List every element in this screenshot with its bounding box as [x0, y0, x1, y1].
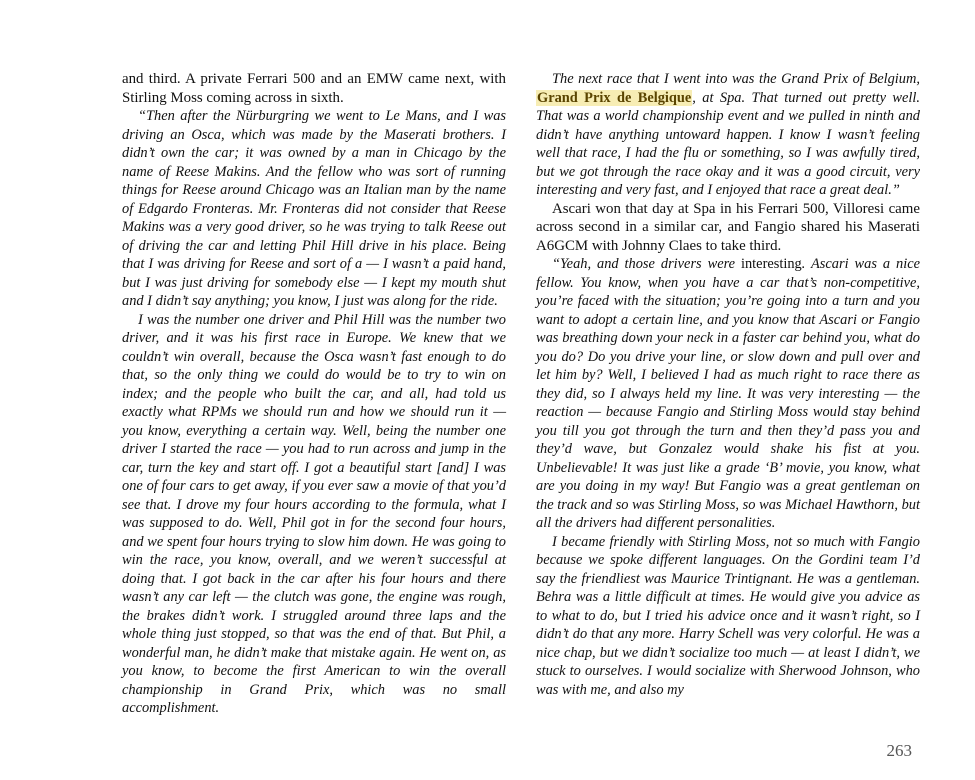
paragraph-friendships: I became friendly with Stirling Moss, not so much with Fangio because we spoke different languages. On the Gordini team I’d say the friendliest was Maurice Trintignant. He was a gentleman. Behra was a little difficult at times. He would give you advice as to what to do, but I tried his advice once and it wasn’t right, so I didn’t do that any more. Harry Schell was very colorful. He was a nice chap, but we didn’t socialize too much — at least I didn’t, we stuck to ourselves. I would socialize with Sherwood Johnson, who was with me, and also my: [536, 533, 920, 698]
text-segment: , at Spa. That turned out pretty well. That was a world championship event and we pulled in ninth and didn’t have anything untoward happen. I know I wasn’t feeling well that race, I had the flu or something, so I was awfully tired, but we got through the race okay and it was a good circuit, very interesting and very fast, and I enjoyed that race a great deal.”: [536, 89, 920, 198]
text-segment: “Yeah, and those drivers were: [552, 256, 741, 272]
emphasized-word: interesting: [740, 256, 802, 272]
paragraph-le-mans-race: I was the number one driver and Phil Hill was the number two driver, and it was his first race in Europe. We knew that we couldn’t win overall, because the Osca wasn’t fast enough to do that, so the only thing we could do would be to try to win on index; and the people who built the car, and all, had told us exactly what RPMs we should run and how we should run it — you know, everything a certain way. Well, being the number one driver I started the race — you had to run across and jump in the car, turn the key and start off. I got a beautiful start [and] I was one of four cars to get away, if you ever saw a movie of that you’d see that. I drove my four hours according to the formula, what I was supposed to do. Well, Phil got in for the second four hours, and we spent four hours trying to slow him down. He was going to win the race, you know, overall, and we weren’t successful at doing that. I got back in the car after his four hours and there wasn’t any car left — the clutch was gone, the engine was rough, the brakes didn’t work. I struggled around three laps and the whole thing just stopped, so that was the end of that. But Phil, a wonderful man, he didn’t make that mistake again. He went on, as you know, to become the first American to win the overall championship in Grand Prix, which was no small accomplishment.: [122, 311, 506, 716]
right-column: [536, 70, 920, 699]
paragraph-drivers: [536, 255, 920, 533]
highlighted-term: Grand Prix de Belgique: [537, 89, 692, 106]
left-column: [122, 70, 506, 718]
paragraph-race-results: and third. A private Ferrari 500 and an EMW came next, with Stirling Moss coming across in sixth.: [122, 71, 506, 106]
text-segment: The next race that I went into was the Grand Prix of Belgium,: [552, 71, 920, 87]
text-segment: . Ascari was a nice fellow. You know, when you have a car that’s non-competitive, you’re faced with the situation; you’re going into a turn and you want to adopt a certain line, and you know that Ascari or Fangio was breathing down your neck in a faster car behind you, what do you do? Do you drive your line, or slow down and pull over and let him by? Well, I believed I had as much right to race there as they did, so I always held my line. It was very interesting — the reaction — because Fangio and Stirling Moss would stay behind you till you got through the turn and then they’d pass you and they’d wave, but Gonzalez would shake his fist at you. Unbelievable! It was just like a grade ‘B’ movie, you know, what are you doing in my way! But Fangio was a great gentleman on the track and so was Stirling Moss, so was Michael Hawthorn, but all the drivers had different personalities.: [536, 256, 921, 531]
paragraph-spa-results: Ascari won that day at Spa in his Ferrari 500, Villoresi came across second in a similar car, and Fangio shared his Maserati A6GCM with Johnny Claes to take third.: [536, 200, 920, 254]
paragraph-belgian-grand-prix: [536, 70, 920, 200]
page-number: 263: [886, 741, 912, 760]
paragraph-le-mans-osca: “Then after the Nürburgring we went to Le Mans, and I was driving an Osca, which was made by the Maserati brothers. I didn’t own the car; it was owned by a man in Chicago by the name of Reese Makins. And the fellow who was sort of running things for Reese around Chicago was an Italian man by the name of Edgardo Fronteras. Mr. Fronteras did not consider that Reese Makins was a very good driver, so he was trying to talk Reese out of driving the car and letting Phil Hill drive in his place. Being that I was driving for Reese and sort of a — I wasn’t a paid hand, but I was just driving for somebody else — I kept my mouth shut and I didn’t say anything; you know, I just was along for the ride.: [122, 108, 506, 309]
